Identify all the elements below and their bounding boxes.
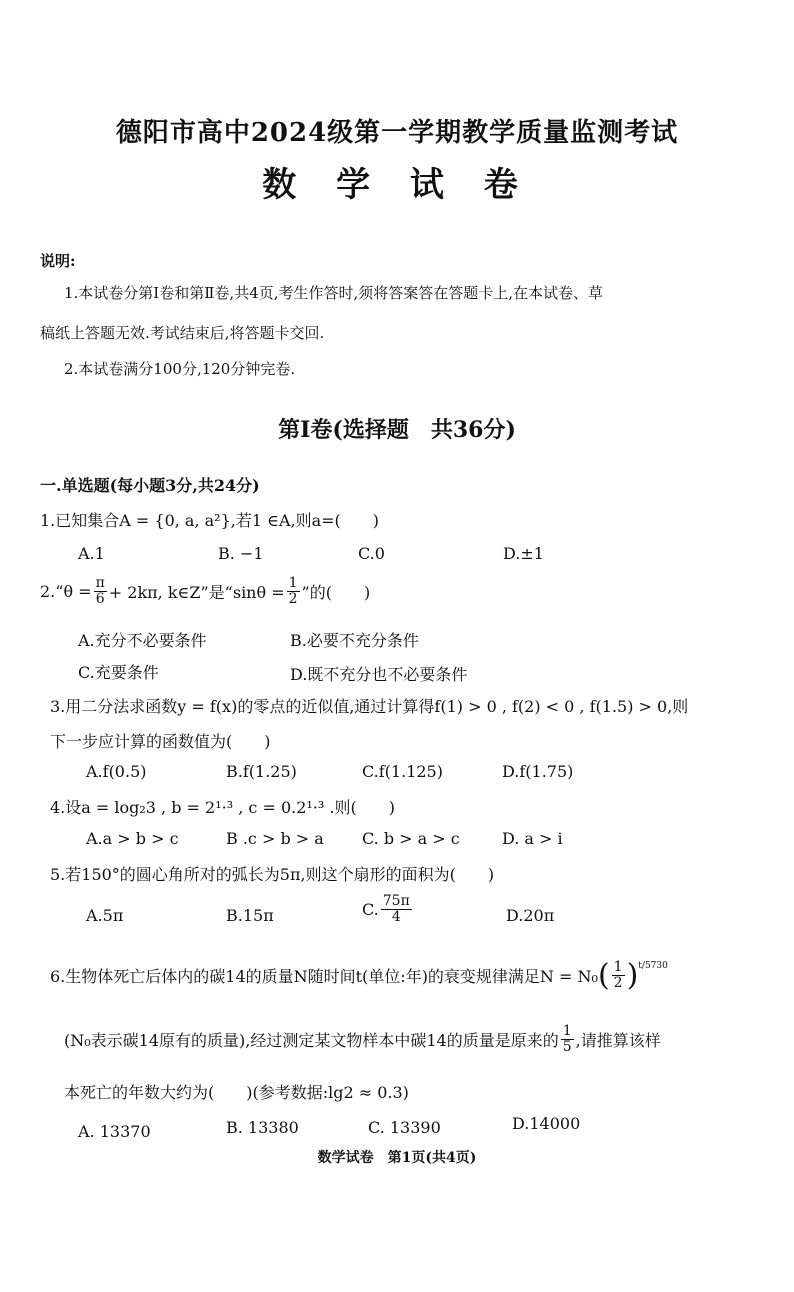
question-3-stem: 3.用二分法求函数y = f(x)的零点的近似值,通过计算得f(1) > 0 , f(2) < 0 , f(1.5) > 0,则 — [50, 697, 689, 716]
question-4-option-a: A.a > b > c — [86, 829, 179, 848]
question-2-suffix: ”的( ) — [301, 582, 371, 602]
question-6-exponent: t/5730 — [638, 960, 668, 971]
exam-subtitle: 数 学 试 卷 — [262, 165, 532, 205]
question-1-option-d: D.±1 — [503, 544, 544, 563]
question-6-option-d: D.14000 — [512, 1114, 581, 1133]
page-footer: 数学试卷 第1页(共4页) — [317, 1150, 477, 1166]
fraction-denominator: 2 — [288, 590, 298, 607]
question-3-option-b: B.f(1.25) — [226, 762, 297, 781]
fraction-numerator: 1 — [288, 575, 298, 591]
question-6-line-3: 本死亡的年数大约为( )(参考数据:lg2 ≈ 0.3) — [64, 1083, 409, 1102]
option-c-prefix: C. — [362, 899, 379, 919]
question-2-option-b: B.必要不充分条件 — [290, 631, 419, 650]
question-3-option-c: C.f(1.125) — [362, 762, 443, 781]
question-2-option-c: C.充要条件 — [78, 663, 159, 682]
question-2-prefix: 2.“θ = — [40, 581, 92, 601]
question-2-fraction-pi-6 — [94, 576, 107, 606]
question-5-option-c — [362, 894, 414, 924]
notes-line-2: 2.本试卷满分100分,120分钟完卷. — [64, 360, 296, 378]
question-6-option-b: B. 13380 — [226, 1118, 299, 1137]
question-3-option-a: A.f(0.5) — [86, 762, 147, 781]
question-6-option-c: C. 13390 — [368, 1118, 441, 1137]
question-2-stem — [40, 576, 370, 606]
question-4-stem: 4.设a = log₂3 , b = 2¹·³ , c = 0.2¹·³ .则( ) — [50, 798, 395, 817]
question-1-option-c: C.0 — [358, 544, 385, 563]
question-6-base-fraction — [612, 960, 625, 990]
question-1-stem: 1.已知集合A = {0, a, a²},若1 ∈A,则a=( ) — [40, 511, 380, 530]
fraction-denominator: 5 — [562, 1038, 572, 1055]
section-title: 第Ⅰ卷(选择题 共36分) — [278, 417, 516, 443]
question-4-option-c: C. b > a > c — [362, 829, 460, 848]
question-5-option-b: B.15π — [226, 906, 274, 925]
question-4-option-b: B .c > b > a — [226, 829, 324, 848]
question-2-option-d: D.既不充分也不必要条件 — [290, 665, 468, 684]
question-6-line-2-prefix: (N₀表示碳14原有的质量),经过测定某文物样本中碳14的质量是原来的 — [64, 1030, 559, 1050]
question-5-option-a: A.5π — [86, 906, 124, 925]
question-6-text: 6.生物体死亡后体内的碳14的质量N随时间t(单位:年)的衰变规律满足N = N₀ — [50, 967, 598, 986]
question-2-fraction-1-2 — [287, 576, 300, 606]
notes-label: 说明: — [40, 252, 76, 270]
option-c-fraction — [381, 894, 412, 924]
fraction-denominator: 6 — [95, 590, 105, 607]
question-6-line-2 — [64, 1024, 661, 1054]
question-2-option-a: A.充分不必要条件 — [78, 631, 207, 650]
section-heading: 一.单选题(每小题3分,共24分) — [40, 476, 260, 495]
question-6-line-2-suffix: ,请推算该样 — [575, 1030, 661, 1050]
exam-title: 德阳市高中2024级第一学期教学质量监测考试 — [115, 118, 679, 148]
question-1-option-a: A.1 — [78, 544, 105, 563]
question-4-option-d: D. a > i — [502, 829, 563, 848]
left-paren: ( — [597, 958, 610, 993]
fraction-numerator: 1 — [613, 959, 623, 976]
question-1-option-b: B. −1 — [218, 544, 264, 563]
fraction-numerator: π — [95, 575, 105, 591]
notes-line-1b: 稿纸上答题无效.考试结束后,将答题卡交回. — [40, 324, 325, 342]
question-3-option-d: D.f(1.75) — [502, 762, 574, 781]
right-paren: ) — [626, 958, 639, 993]
notes-line-1: 1.本试卷分第Ⅰ卷和第Ⅱ卷,共4页,考生作答时,须将答案答在答题卡上,在本试卷、草 — [64, 284, 604, 302]
fraction-denominator: 2 — [613, 975, 623, 991]
question-5-option-d: D.20π — [506, 906, 555, 925]
fraction-numerator: 75π — [382, 893, 410, 909]
question-5-stem: 5.若150°的圆心角所对的弧长为5π,则这个扇形的面积为( ) — [50, 865, 495, 884]
question-6-stem — [50, 958, 668, 993]
question-6-fraction-1-5 — [561, 1024, 574, 1054]
question-6-option-a: A. 13370 — [78, 1122, 151, 1141]
question-2-middle: + 2kπ, k∈Z”是“sinθ = — [108, 582, 285, 602]
question-3-stem-line-2: 下一步应计算的函数值为( ) — [50, 732, 271, 751]
fraction-numerator: 1 — [562, 1023, 572, 1039]
fraction-denominator: 4 — [391, 908, 401, 925]
